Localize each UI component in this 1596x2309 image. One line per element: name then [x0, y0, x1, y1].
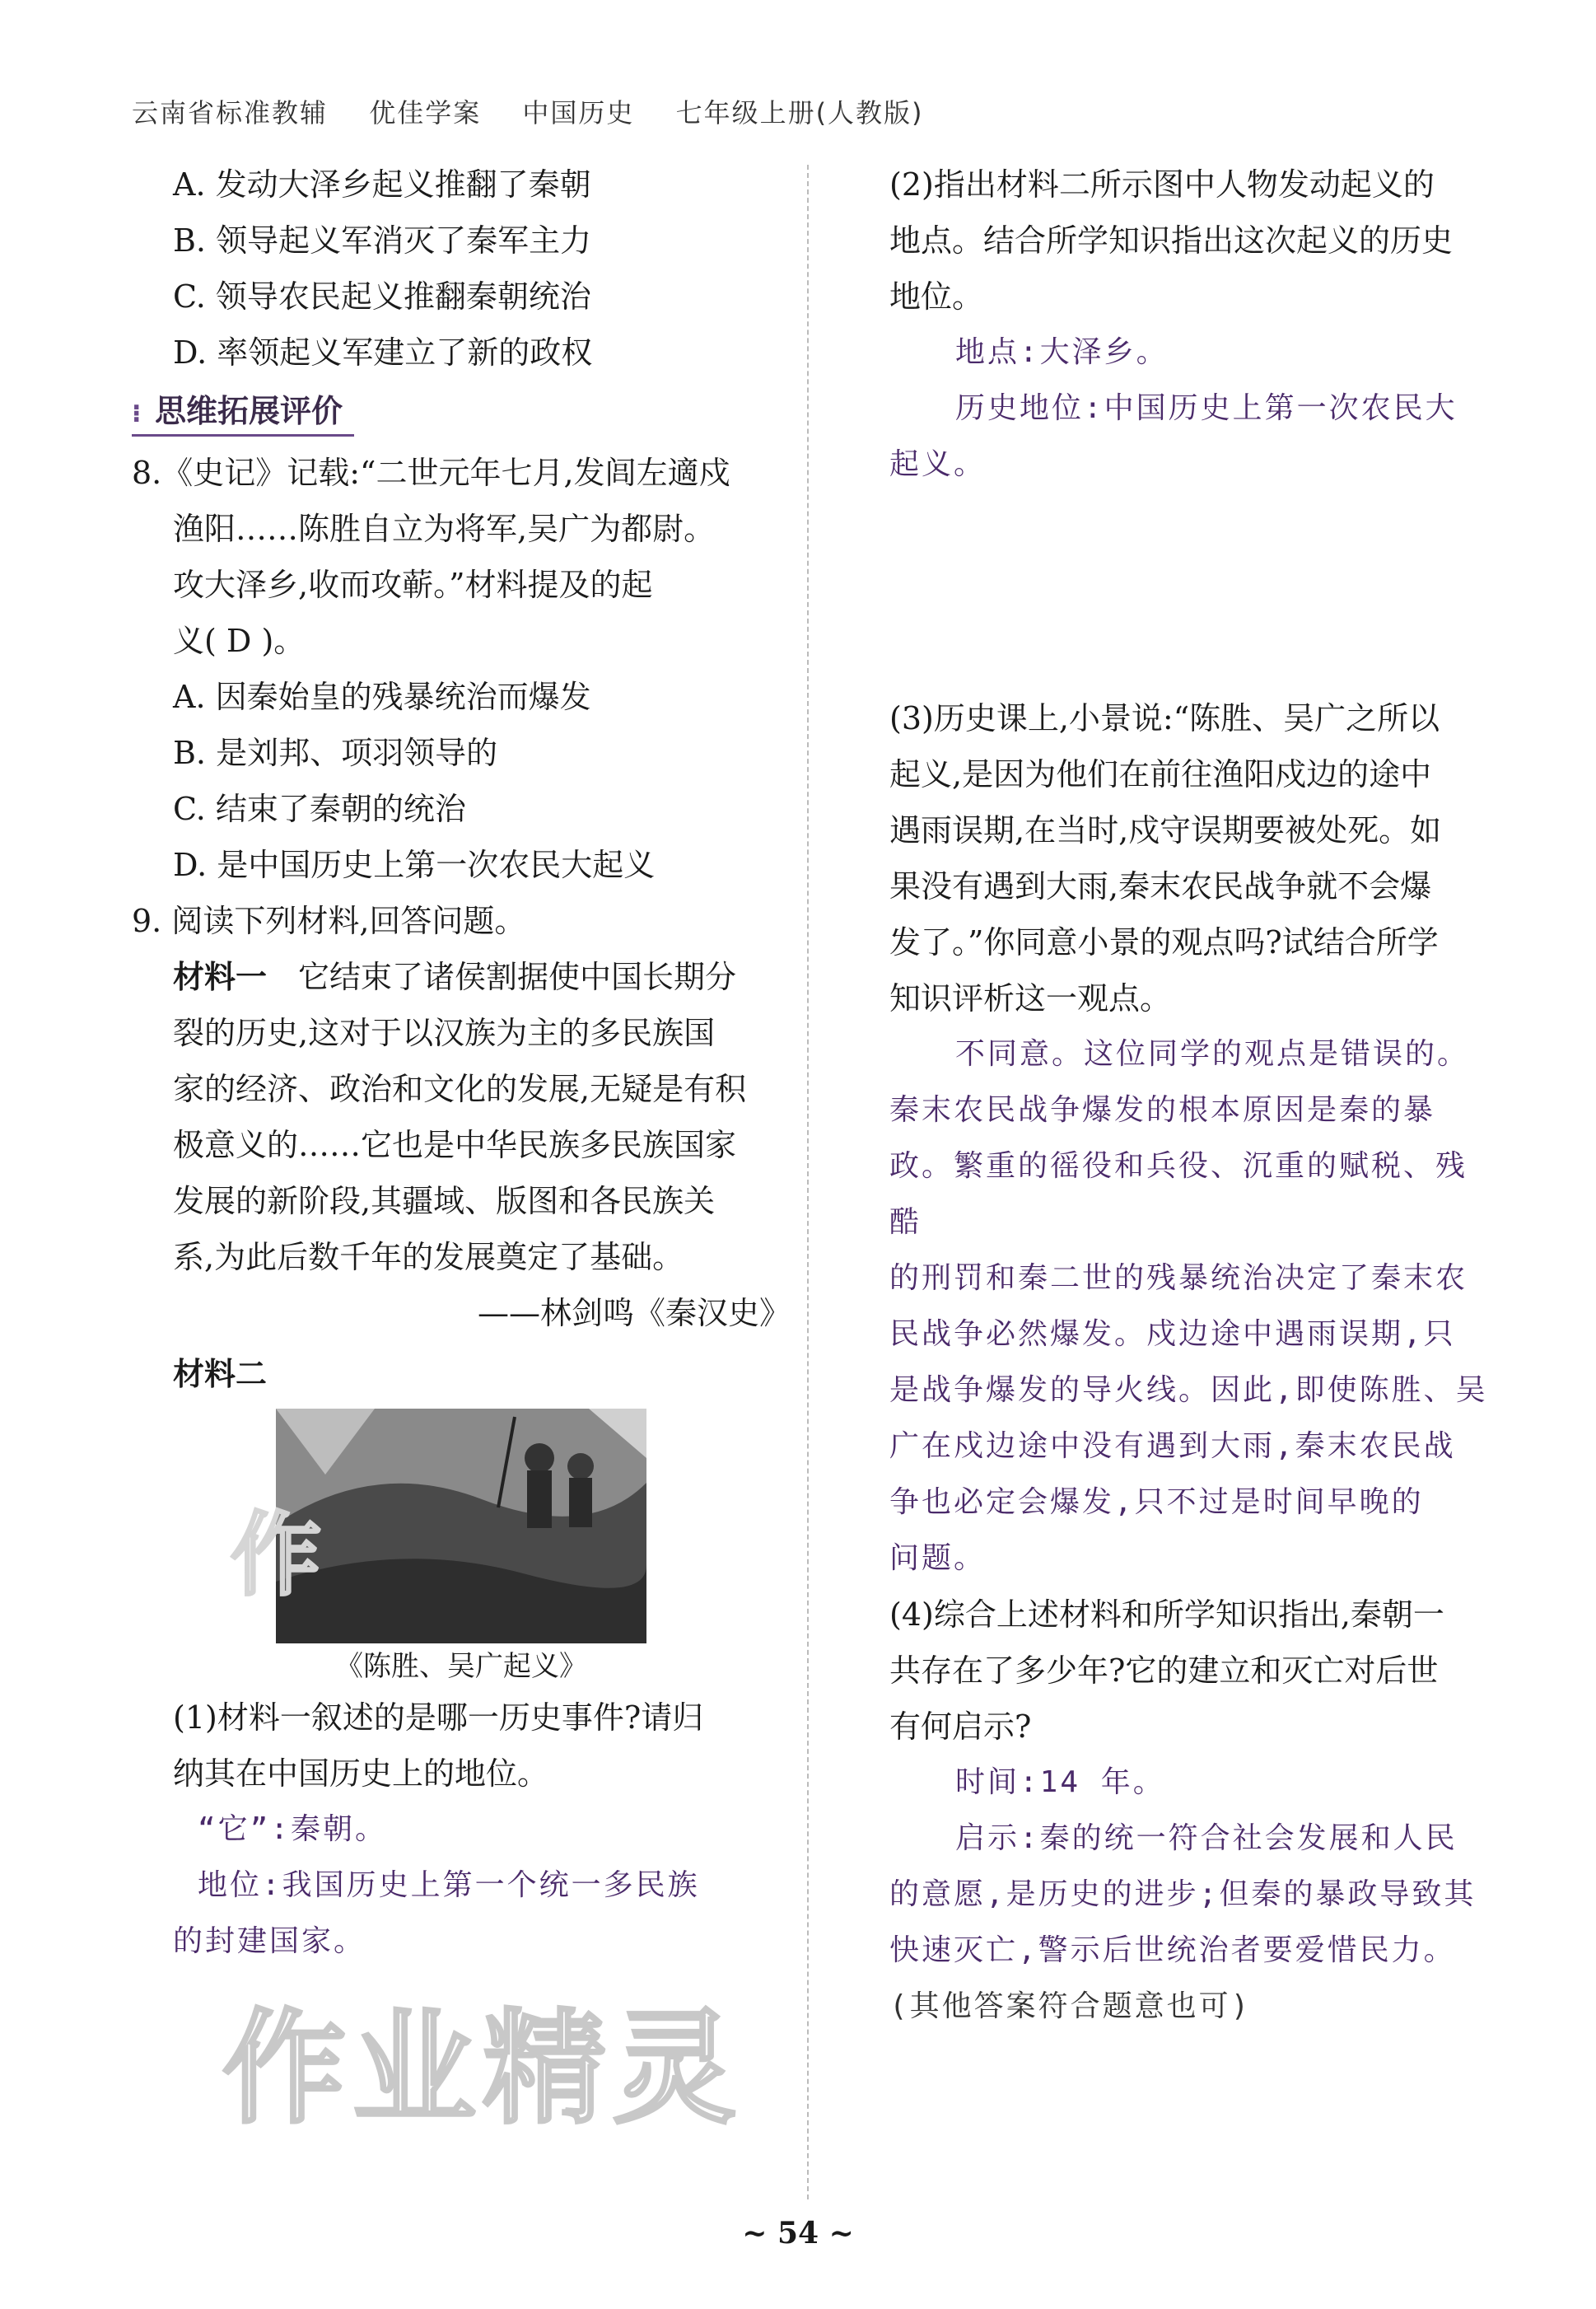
material1-source: ——林剑鸣《秦汉史》 [477, 1295, 791, 1331]
answer4-note: (其他答案符合题意也可) [889, 1989, 1252, 2023]
sub4-line-1: (4)综合上述材料和所学知识指出,秦朝一 [889, 1596, 1444, 1633]
sub3-line-2: 起义,是因为他们在前往渔阳戍边的途中 [889, 756, 1432, 792]
answer1-status-2: 的封建国家。 [173, 1924, 366, 1958]
q8-line-4: 义( D )。 [173, 623, 306, 659]
sub1-line-2: 纳其在中国历史上的地位。 [173, 1755, 549, 1792]
answer4-line-1: 启示:秦的统一符合社会发展和人民 [955, 1821, 1458, 1855]
header-subject: 中国历史 [522, 97, 635, 129]
sub2-line-2: 地点。结合所学知识指出这次起义的历史 [889, 222, 1454, 259]
sub4-line-3: 有何启示? [889, 1708, 1032, 1745]
answer3-line-9: 问题。 [889, 1541, 987, 1575]
sub3-line-5: 发了。”你同意小景的观点吗?试结合所学 [889, 924, 1439, 961]
section-title: 思维拓展评价 [155, 393, 343, 429]
answer3-line-1: 不同意。这位同学的观点是错误的。 [955, 1037, 1470, 1071]
sub1-line-1: (1)材料一叙述的是哪一历史事件?请归 [173, 1699, 704, 1736]
sub4-line-2: 共存在了多少年?它的建立和灭亡对后世 [889, 1652, 1439, 1689]
answer3-line-7: 广在戍边途中没有遇到大雨,秦末农民战 [889, 1429, 1456, 1463]
sub3-line-4: 果没有遇到大雨,秦末农民战争就不会爆 [889, 868, 1432, 904]
column-divider [807, 165, 809, 2199]
sub2-line-1: (2)指出材料二所示图中人物发动起义的 [889, 166, 1435, 203]
q8-option-a: A. 因秦始皇的残暴统治而爆发 [173, 679, 591, 715]
answer2-status-2: 起义。 [889, 447, 987, 481]
uprising-illustration-drawing [276, 1409, 646, 1643]
q8-line-3: 攻大泽乡,收而攻蕲。”材料提及的起 [173, 567, 653, 603]
material1-line-3: 家的经济、政治和文化的发展,无疑是有积 [173, 1071, 747, 1107]
answer3-line-8: 争也必定会爆发,只不过是时间早晚的 [889, 1485, 1424, 1519]
q8-option-b: B. 是刘邦、项羽领导的 [173, 735, 498, 771]
material1-text-1: 它结束了诸侯割据使中国长期分 [298, 959, 737, 995]
q9-stem: 9. 阅读下列材料,回答问题。 [132, 903, 526, 939]
q8-option-c: C. 结束了秦朝的统治 [173, 791, 466, 827]
material1-line-2: 裂的历史,这对于以汉族为主的多民族国 [173, 1015, 716, 1051]
uprising-illustration [276, 1409, 646, 1643]
prev-option-a: A. 发动大泽乡起义推翻了秦朝 [173, 166, 591, 203]
answer4-line-2: 的意愿,是历史的进步;但秦的暴政导致其 [889, 1877, 1477, 1911]
sub3-line-6: 知识评析这一观点。 [889, 980, 1172, 1017]
answer3-line-2: 秦末农民战争爆发的根本原因是秦的暴 [889, 1093, 1436, 1127]
q8-option-d: D. 是中国历史上第一次农民大起义 [173, 847, 656, 883]
watermark-fragment: 作 [231, 1503, 321, 1608]
answer1-status-1: 地位:我国历史上第一个统一多民族 [198, 1868, 700, 1902]
sub3-line-1: (3)历史课上,小景说:“陈胜、吴广之所以 [889, 700, 1440, 736]
q8-line-2: 渔阳……陈胜自立为将军,吴广为都尉。 [173, 511, 716, 547]
answer4-line-3: 快速灭亡,警示后世统治者要爱惜民力。 [889, 1933, 1456, 1967]
answer2-status-1: 历史地位:中国历史上第一次农民大 [955, 391, 1458, 425]
answer1-it: “它”:秦朝。 [198, 1812, 388, 1846]
blank-space [889, 493, 1499, 690]
header-book: 优佳学案 [369, 97, 482, 129]
answer3-line-5: 民战争必然爆发。戍边途中遇雨误期,只 [889, 1317, 1456, 1351]
answer3-line-3: 政。繁重的徭役和兵役、沉重的赋税、残酷 [889, 1149, 1468, 1239]
q8-line-1: 8.《史记》记载:“二世元年七月,发闾左適戍 [132, 455, 730, 491]
answer3-line-4: 的刑罚和秦二世的残暴统治决定了秦末农 [889, 1261, 1468, 1295]
watermark: 作业精灵 [222, 1998, 744, 2141]
page-header [132, 92, 955, 130]
answer3-line-6: 是战争爆发的导火线。因此,即使陈胜、吴 [889, 1373, 1488, 1407]
material1-line-5: 发展的新阶段,其疆域、版图和各民族关 [173, 1183, 716, 1219]
material1-line-4: 极意义的……它也是中华民族多民族国家 [173, 1127, 737, 1163]
page-number: ~ 54 ~ [742, 2216, 854, 2251]
prev-option-d: D. 率领起义军建立了新的政权 [173, 334, 593, 371]
material1-line-1 [132, 949, 791, 1005]
prev-option-b: B. 领导起义军消灭了秦军主力 [173, 222, 592, 259]
header-grade: 七年级上册(人教版) [675, 97, 924, 129]
prev-option-c: C. 领导农民起义推翻秦朝统治 [173, 278, 591, 315]
material2-label: 材料二 [173, 1356, 268, 1392]
material1-label: 材料一 [173, 959, 268, 995]
right-column [889, 157, 1499, 2035]
illustration-caption: 《陈胜、吴广起义》 [335, 1650, 587, 1683]
sub2-line-3: 地位。 [889, 278, 984, 315]
section-dots-icon: ⁝ [132, 400, 142, 428]
header-series: 云南省标准教辅 [132, 97, 329, 129]
answer2-place: 地点:大泽乡。 [955, 335, 1169, 369]
sub3-line-3: 遇雨误期,在当时,戍守误期要被处死。如 [889, 812, 1442, 848]
answer4-time: 时间:14 年。 [955, 1765, 1165, 1799]
left-column [132, 157, 791, 1970]
material1-line-6: 系,为此后数千年的发展奠定了基础。 [173, 1239, 684, 1275]
section-heading [132, 386, 354, 437]
